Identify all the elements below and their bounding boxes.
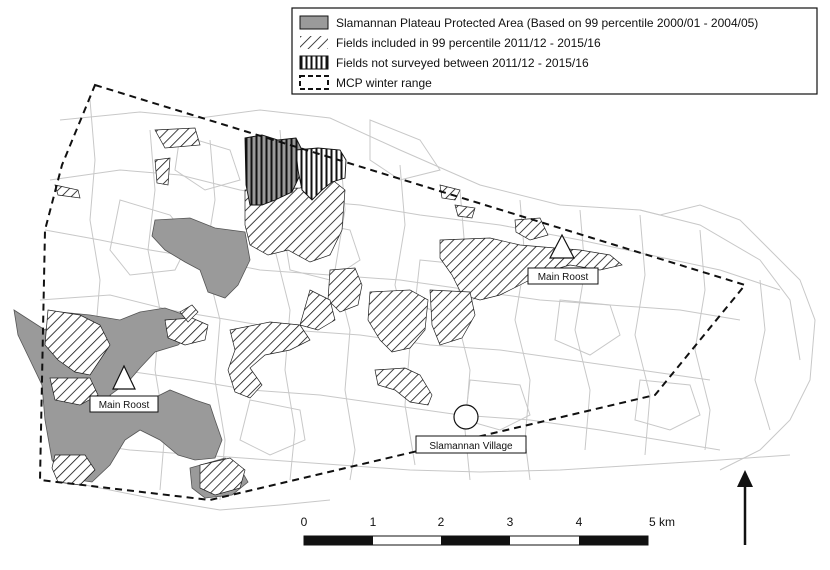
legend-label-protected: Slamannan Plateau Protected Area (Based on 99 percentile 2000/01 - 2004/05) xyxy=(336,16,759,30)
protected-area-north xyxy=(152,218,250,298)
scale-tick-3: 3 xyxy=(506,515,514,529)
circle-icon xyxy=(454,405,478,429)
north-arrow-icon xyxy=(737,470,753,545)
scale-tick-4: 4 xyxy=(575,515,583,529)
scale-bar-segment xyxy=(304,536,373,545)
scale-tick-2: 2 xyxy=(437,515,445,529)
scale-bar xyxy=(301,515,675,545)
scale-bar-segment xyxy=(579,536,648,545)
roost-east-label: Main Roost xyxy=(537,272,589,283)
legend-swatch-fields-included xyxy=(300,36,328,49)
legend-swatch-protected xyxy=(300,16,328,29)
legend-swatch-fields-not-surveyed xyxy=(300,56,328,69)
scale-tick-1: 1 xyxy=(369,515,377,529)
scale-bar-segment xyxy=(441,536,510,545)
protected-area xyxy=(14,218,250,498)
legend-label-fields-not-surveyed: Fields not surveyed between 2011/12 - 2015/16 xyxy=(336,56,589,70)
legend-label-mcp: MCP winter range xyxy=(336,76,432,90)
village-label: Slamannan Village xyxy=(429,441,513,452)
hatched-fields xyxy=(45,128,622,495)
legend xyxy=(292,8,817,94)
scale-tick-5: 5 km xyxy=(648,515,676,529)
village-marker xyxy=(416,405,526,453)
roost-west-label: Main Roost xyxy=(98,400,150,411)
legend-label-fields-included: Fields included in 99 percentile 2011/12 - 2015/16 xyxy=(336,36,601,50)
scale-tick-0: 0 xyxy=(300,515,308,529)
